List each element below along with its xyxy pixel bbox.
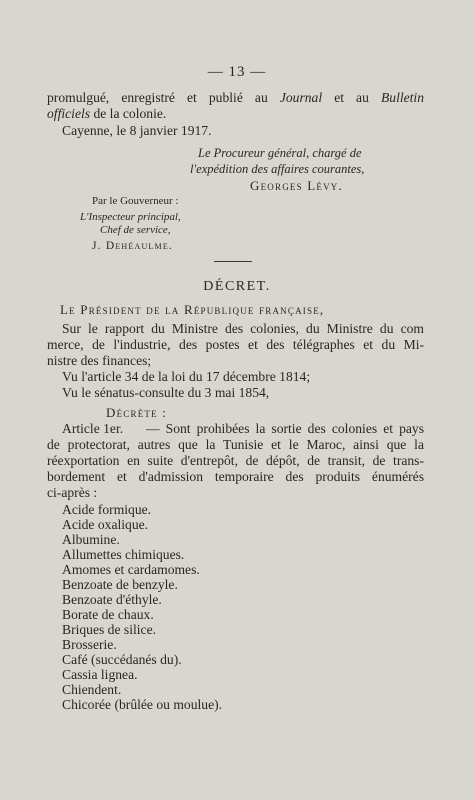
preamble-line-1: Sur le rapport du Ministre des colonies, du Ministre du com xyxy=(62,321,424,336)
president-line: Le Président de la République française, xyxy=(60,302,325,317)
product-item: Brosserie. xyxy=(62,637,117,652)
product-item: Albumine. xyxy=(62,532,120,547)
decree-heading: DÉCRET. xyxy=(203,279,271,294)
officiels-word: officiels xyxy=(47,106,91,121)
vu-line-1: Vu l'article 34 de la loi du 17 décembre 1814; xyxy=(62,369,311,384)
product-item: Borate de chaux. xyxy=(62,607,154,622)
product-item: Benzoate de benzyle. xyxy=(62,577,178,592)
place-date: Cayenne, le 8 janvier 1917. xyxy=(62,123,212,138)
product-item: Allumettes chimiques. xyxy=(62,547,185,562)
page-number: — 13 — xyxy=(207,64,267,80)
product-item: Chicorée (brûlée ou moulue). xyxy=(62,697,223,712)
procureur-name: Georges Lévy. xyxy=(250,178,343,193)
promulgation-line-1 xyxy=(47,90,424,106)
bulletin-word: Bulletin xyxy=(380,90,425,105)
product-item: Briques de silice. xyxy=(62,622,157,637)
promulgation-text-c: de la colonie. xyxy=(90,106,167,121)
decrete-heading: Décrète : xyxy=(106,405,168,420)
article-label: Article 1er. xyxy=(62,421,124,436)
product-item: Benzoate d'éthyle. xyxy=(62,592,162,607)
article-line-3: réexportation en suite d'entrepôt, de dépôt, de transit, de trans- xyxy=(47,453,424,468)
product-item: Acide oxalique. xyxy=(62,517,149,532)
article-line-1: — Sont prohibées la sortie des colonies et pays xyxy=(146,421,424,436)
product-item: Chiendent. xyxy=(62,682,122,697)
vu-line-2: Vu le sénatus-consulte du 3 mai 1854, xyxy=(62,385,270,400)
article-line-5: ci-après : xyxy=(47,485,98,500)
promulgation-text-a: promulgué, enregistré et publié au xyxy=(47,90,280,105)
inspecteur-title-2: Chef de service, xyxy=(100,224,171,236)
promulgation-line-2 xyxy=(47,106,166,122)
article-line-4: bordement et d'admission temporaire des produits énumérés xyxy=(47,469,424,484)
preamble-line-3: nistre des finances; xyxy=(47,353,152,368)
gouverneur-label: Par le Gouverneur : xyxy=(92,195,179,207)
product-item: Cassia lignea. xyxy=(62,667,138,682)
journal-word: Journal xyxy=(279,90,323,105)
promulgation-text-b: et au xyxy=(322,90,381,105)
procureur-title-2: l'expédition des affaires courantes, xyxy=(190,162,365,176)
product-item: Amomes et cardamomes. xyxy=(62,562,200,577)
separator-rule xyxy=(214,261,252,262)
inspecteur-title-1: L'Inspecteur principal, xyxy=(80,211,181,223)
procureur-title-1: Le Procureur général, chargé de xyxy=(198,146,362,160)
inspecteur-name: J. Dehéaulme. xyxy=(92,240,173,252)
article-line-2: de protectorat, autres que la Tunisie et le Maroc, ainsi que la xyxy=(47,437,424,452)
product-item: Acide formique. xyxy=(62,502,152,517)
product-item: Café (succédanés du). xyxy=(62,652,182,667)
preamble-line-2: merce, de l'industrie, des postes et des télégraphes et du Mi- xyxy=(47,337,424,352)
